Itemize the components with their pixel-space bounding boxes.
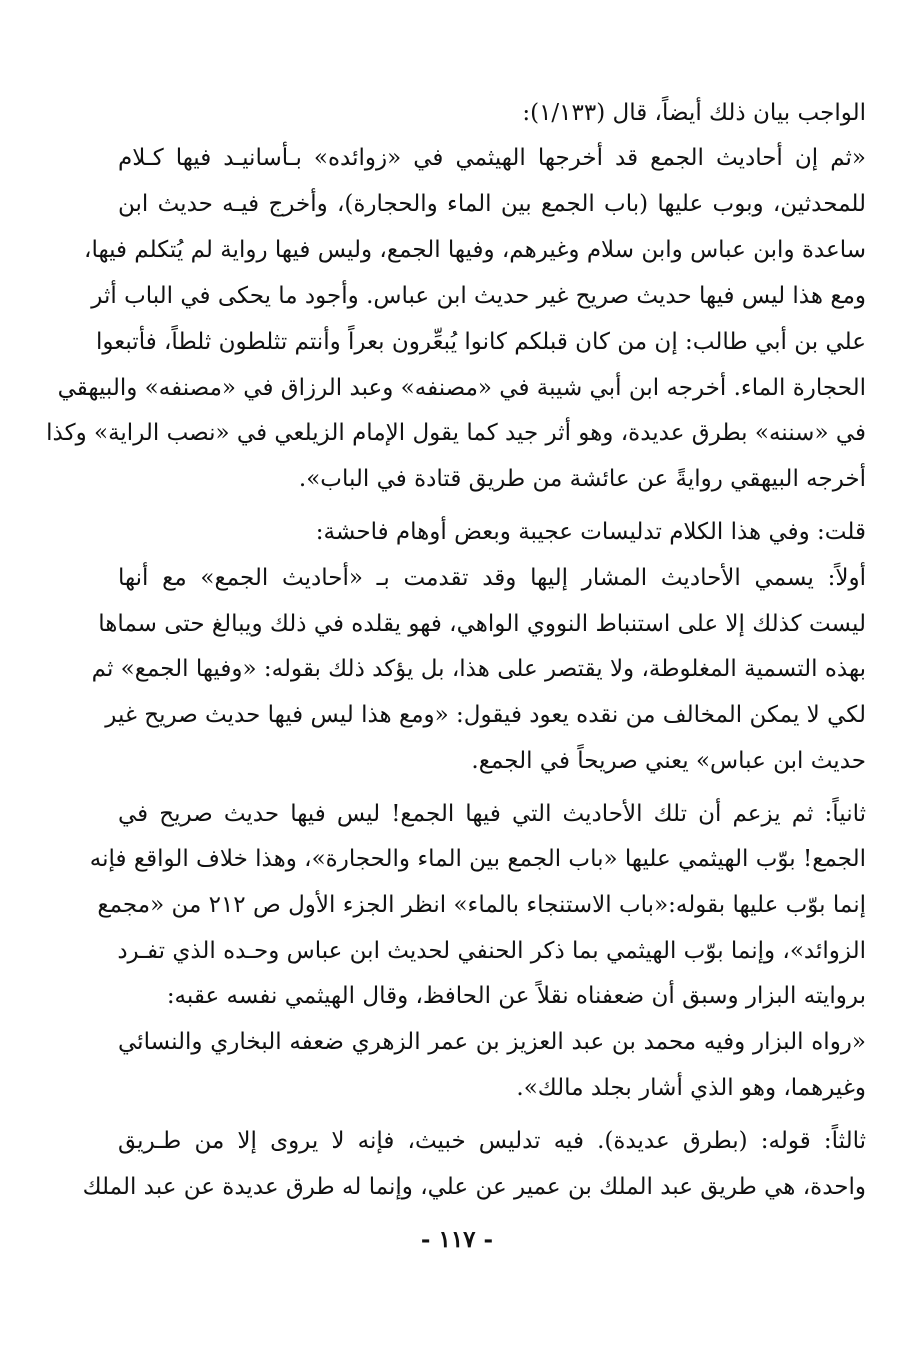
text-line: ساعدة وابن عباس وابن سلام وغيرهم، وفيها الجمع، وليس فيها رواية لم يُتكلم فيها، [84, 237, 866, 263]
text-line: الجمع! بوّب الهيثمي عليها «باب الجمع بين الماء والحجارة»، وهذا خلاف الواقع فإنه [89, 846, 866, 872]
text-line: إنما بوّب عليها بقوله:«باب الاستنجاء بالماء» انظر الجزء الأول ص ٢١٢ من «مجمع [97, 892, 866, 918]
text-line: حديث ابن عباس» يعني صريحاً في الجمع. [471, 748, 866, 774]
text-line: علي بن أبي طالب: إن من كان قبلكم كانوا يُبعِّرون بعراً وأنتم تثلطون ثلطاً، فأتبعوا [95, 329, 866, 355]
text-line: واحدة، هي طريق عبد الملك بن عمير عن علي، وإنما له طرق عديدة عن عبد الملك [82, 1174, 866, 1200]
text-line: ومع هذا ليس فيها حديث صريح غير حديث ابن عباس. وأجود ما يحكى في الباب أثر [91, 283, 866, 309]
page-number: - ١١٧ - [420, 1226, 494, 1253]
text-line: «ثم إن أحاديث الجمع قد أخرجها الهيثمي في «زوائده» بـأسانيـد فيها كـلام [118, 145, 866, 171]
text-line: الواجب بيان ذلك أيضاً، قال (١/١٣٣): [522, 100, 866, 126]
text-line: بهذه التسمية المغلوطة، ولا يقتصر على هذا، بل يؤكد ذلك بقوله: «وفيها الجمع» ثم [91, 656, 866, 682]
text-line: بروايته البزار وسبق أن ضعفناه نقلاً عن الحافظ، وقال الهيثمي نفسه عقبه: [166, 983, 866, 1009]
text-line: «رواه البزار وفيه محمد بن عبد العزيز بن عمر الزهري ضعفه البخاري والنسائي [118, 1029, 866, 1055]
text-line: ليست كذلك إلا على استنباط النووي الواهي، فهو يقلده في ذلك ويبالغ حتى سماها [98, 611, 866, 637]
text-line: قلت: وفي هذا الكلام تدليسات عجيبة وبعض أوهام فاحشة: [315, 519, 866, 545]
text-line: ثالثاً: قوله: (بطرق عديدة). فيه تدليس خبيث، فإنه لا يروى إلا من طـريق [118, 1128, 866, 1154]
text-line: الزوائد»، وإنما بوّب الهيثمي بما ذكر الحنفي لحديث ابن عباس وحـده الذي تفـرد [117, 938, 866, 964]
text-line: في «سننه» بطرق عديدة، وهو أثر جيد كما يقول الإمام الزيلعي في «نصب الراية» وكذا [46, 420, 866, 446]
text-line: لكي لا يمكن المخالف من نقده يعود فيقول: «ومع هذا ليس فيها حديث صريح غير [105, 702, 866, 728]
text-line: للمحدثين، وبوب عليها (باب الجمع بين الماء والحجارة)، وأخرج فيـه حديث ابن [118, 191, 866, 217]
text-line: وغيرهما، وهو الذي أشار بجلد مالك». [516, 1075, 866, 1101]
text-line: أولاً: يسمي الأحاديث المشار إليها وقد تقدمت بـ «أحاديث الجمع» مع أنها [118, 565, 866, 591]
text-line: الحجارة الماء. أخرجه ابن أبي شيبة في «مصنفه» وعبد الرزاق في «مصنفه» والبيهقي [57, 375, 866, 401]
text-line: أخرجه البيهقي روايةً عن عائشة من طريق قتادة في الباب». [298, 466, 866, 492]
text-line: ثانياً: ثم يزعم أن تلك الأحاديث التي فيها الجمع! ليس فيها حديث صريح في [118, 801, 866, 827]
